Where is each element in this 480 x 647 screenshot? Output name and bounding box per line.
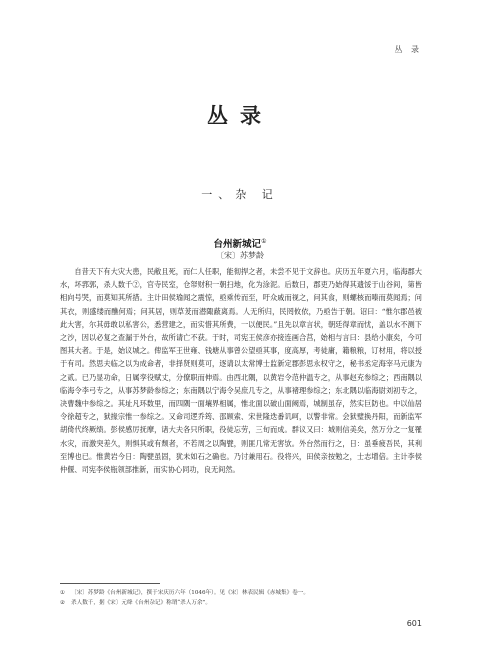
chapter-title: 丛录 [207,103,273,128]
footnote-ref-1[interactable]: ① [261,237,267,245]
footnotes [60,588,422,608]
article-title-text: 台州新城记 [213,239,262,250]
footnote-text: 〔宋〕苏梦龄《台州新城记》，撰于宋庆历六年（1046年）。见《宋〕林表民辑《赤城集》卷一。 [71,590,309,596]
running-head: 丛 录 [394,45,422,54]
article-author: 〔宋〕苏梦龄 [216,251,264,260]
page-number: 601 [406,619,422,628]
footnote-1 [60,588,422,598]
body-paragraph: 自昔天下有大灾大患，民敝且死，而仁人任职，能彻捍之者，未尝不见于文辞也。庆历五年夏六月，临海郡大水，坏郛郭，杀人数千②，官寺民室，仓帑财积一朝扫地，化为涂泥。后数日，郡吏乃始得其遗馁于山谷间，第皆相向号哭，而莫知其所措。主计田侯瑜闻之震惊，亟乘传而至，吁众戚而视之，问其食，则螺核而嗪而莫闻焉；问其衣，则盛缕而醮何焉；问其居，则草茇而潜陬蔽离焉。人无所归，民罔攸依，乃亟告于朝。诏曰：“惟尔郡邑被此大害，尔其毋敢以私害公，悉营建之，而实惜其所费，一以便民。”且先以章言状，朝廷得章而忧，盖以水不测下之沙，因以必复之查漏于外台，故所请亡不获。于时，司宪王侯彦亦接连画合莒，始相与言曰：县给小康矣，今可图其大者。于是，始议城之。俾监军王世雍、钱塘从事曾公望亟其事，度高厚，考徒庸，籍粮粮，订材用，将以授于有司。然思夫临之以为成命者，非择贤则莫可，逐请以太常博士监新定郡彭思永权守之，秘书丞定海宰马元康为之贰。已乃显功命，日属孪役赋丈，分僚职而伸焉。由西北隅，以黄岩令范仲温专之，从事赵充参综之；西南隅以临海令李弓专之，从事苏梦龄参综之；东南隅以宁海令吴庶几专之，从事褚理参综之；东北隅以临海尉刘初专之，决曹魏中参综之。其址凡环数里，而四隅一面壤界相属，惟北面以破山面阙焉，城制虽存，然实巨防也。中以仙居令徐超专之，狱掾宗惟一参综之。又命司逻乔筠、邵顾索、宋世隆迭番讥呵，以警非常。会狱璧换丹阳，而新监军胡倚代终厥绩。彭侯感厉抚摩，诸大夫各只所职，役徒忘劳，三旬而成。群议又曰：城则信美矣，然万分之一复罹水灾，而激突差久，则惧其或有颓者，不若周之以陶甓，则匪几常无害欤。外台然而行之，日：虽垂疲吾民，其利至博也已。惟黄岩今日：陶甓虽固，犹未如石之确也。乃讨兼用石。役将兴，田侯亲按勉之，士志增倍。主计李侯仲偃、司宪李侯瓶领部推新，而实协心同功，良无间然。 [60,267,422,475]
footnote-text: 杀人数千，据《宋〕元绛《台州杂记》称谓“杀人万余”。 [71,600,211,606]
footnote-divider [60,583,160,584]
footnote-2 [60,598,422,608]
footnote-number: ① [60,590,66,596]
article-title [0,236,480,250]
footnote-number: ② [60,600,66,606]
section-heading: 一、杂 记 [201,188,279,201]
article-body [60,265,422,476]
